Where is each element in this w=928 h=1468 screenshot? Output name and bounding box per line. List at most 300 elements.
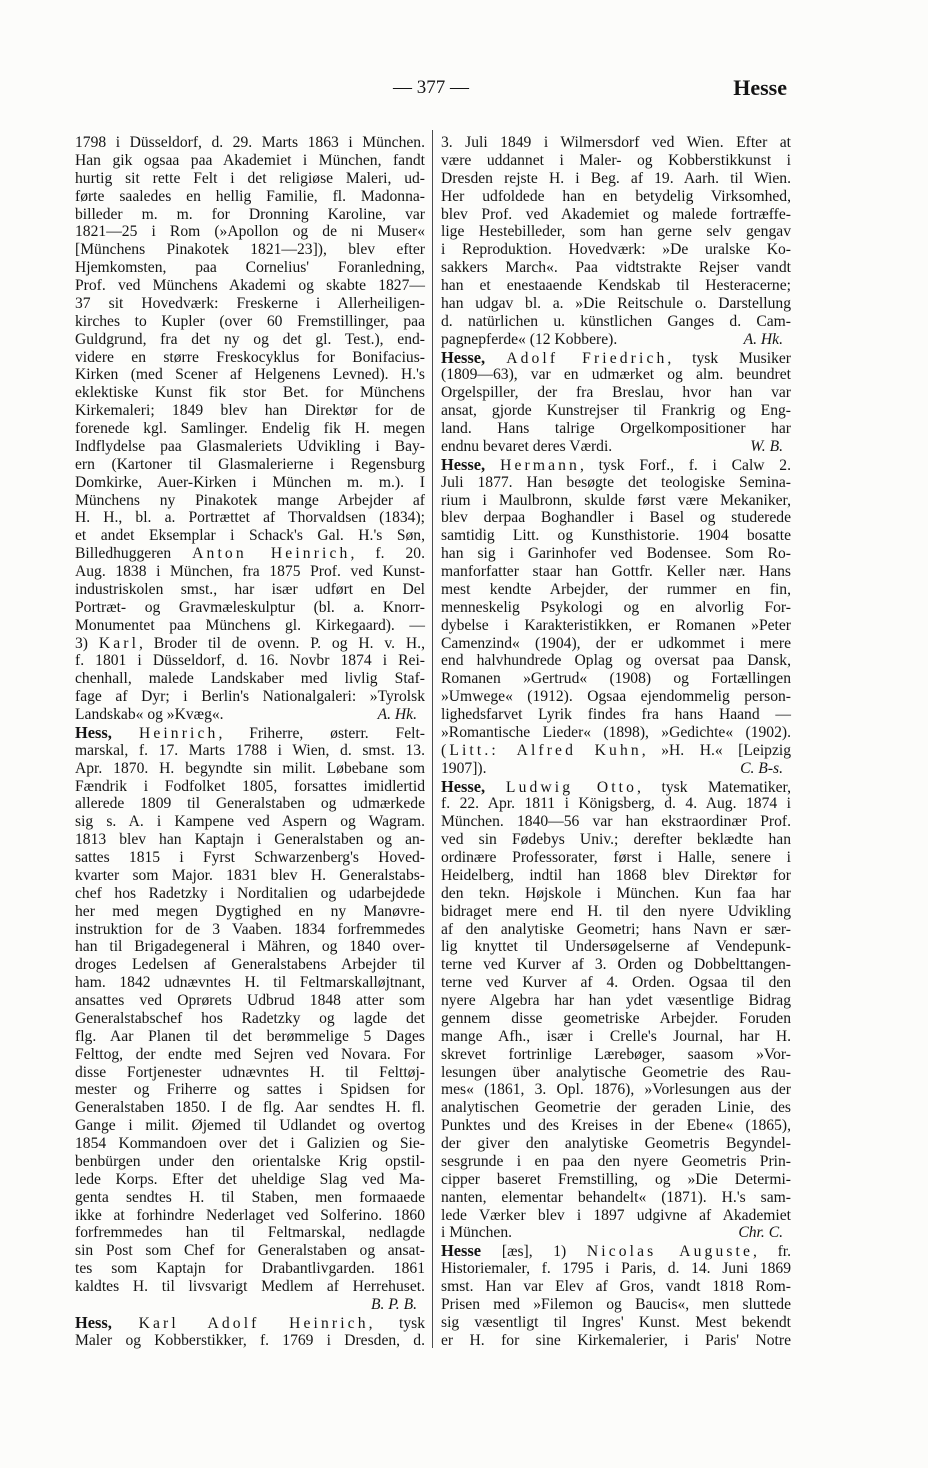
text-line <box>75 456 425 474</box>
text-line <box>441 1171 791 1189</box>
text-segment: et andet Eksemplar i Schack's Gal. H.'s Søn, <box>75 527 425 545</box>
text-line <box>441 170 791 188</box>
text-segment: allerede 1809 til Generalstaben og udmærkede <box>75 795 425 813</box>
text-segment: sig væsentligt til Ingres' Kunst. Mest bekendt <box>441 1313 791 1331</box>
text-line <box>75 652 425 670</box>
text-line <box>75 992 425 1010</box>
text-line <box>441 1153 791 1171</box>
text-line <box>441 1314 791 1332</box>
text-line <box>75 795 425 813</box>
text-line <box>75 760 425 778</box>
text-segment: han sig i Garinhofer ved Bodensee. Som Ro- <box>441 545 791 563</box>
text-line <box>75 1224 425 1242</box>
text-line <box>441 670 791 688</box>
text-segment: pagnepferde« (12 Kobbere). <box>441 330 618 348</box>
text-line <box>441 706 791 724</box>
text-line <box>75 1064 425 1082</box>
text-segment: f. 1801 i Düsseldorf, d. 16. Novbr 1874 i Rei- <box>75 652 425 670</box>
text-segment: endnu bevaret deres Værdi. <box>441 437 613 455</box>
text-segment: lig knyttet til Undersøgelserne af Vendepunk- <box>441 938 791 956</box>
author-signature: W. B. <box>750 437 783 455</box>
text-segment: Guldgrund, fra det ny og det gl. Test.), end- <box>75 330 425 348</box>
text-segment: kvarter som Major. 1831 blev H. Generalstabs- <box>75 866 425 884</box>
text-line <box>441 1278 791 1296</box>
text-segment: lede Værker blev i 1897 udgivne af Akademiet <box>441 1206 791 1224</box>
text-segment: den tekn. Højskole i München. Kun faa har <box>441 884 791 902</box>
text-line <box>75 545 425 563</box>
text-line <box>75 331 425 349</box>
text-segment: 37 sit Hovedværk: Freskerne i Allerheiligen- <box>75 294 425 312</box>
text-line <box>75 849 425 867</box>
text-segment: samtidig Litt. og Kunsthistorie. 1904 bosatte <box>441 527 791 545</box>
text-segment: forenede kgl. Samlinger. Endelig fik H. megen <box>75 420 425 437</box>
text-segment: smst. Han var Elev af Gros, vandt 1818 Rom- <box>441 1278 791 1295</box>
text-segment: , Friherre, østerr. Felt- <box>218 724 425 742</box>
text-line <box>441 313 791 331</box>
text-line <box>441 134 791 152</box>
text-segment: Indflydelse paa Glasmaleriets Udvikling i Bay- <box>75 437 425 455</box>
text-line <box>441 617 791 635</box>
text-segment: Münchens ny Pinakotek mange Arbejder af <box>75 491 425 509</box>
text-segment: i Reproduktion. Hovedværk: »De uralske Ko- <box>441 241 791 259</box>
text-line <box>75 170 425 188</box>
text-segment: sattes 1815 i Fyrst Schwarzenberg's Hoved- <box>75 849 425 866</box>
text-line <box>75 402 425 420</box>
text-line <box>441 1135 791 1153</box>
text-line <box>441 849 791 867</box>
text-line <box>75 1314 425 1332</box>
spaced-name: Karl <box>98 634 140 652</box>
text-segment: cipper baseret Fremstilling, og »Die Determi- <box>441 1170 791 1188</box>
text-line <box>75 188 425 206</box>
text-line <box>75 831 425 849</box>
text-segment: land. Hans talrige Orgelkompositioner har <box>441 420 791 437</box>
text-segment: blev derpaa Boghandler i Basel og studerede <box>441 509 791 527</box>
text-segment: Heidelberg, indtil han 1868 blev Direktør for <box>441 866 791 884</box>
text-line <box>75 1207 425 1225</box>
text-line <box>75 492 425 510</box>
text-segment: sesgrunde i en paa den nyere Geometris Prin- <box>441 1152 791 1170</box>
text-segment: mester og Friherre og sattes i Spidsen for <box>75 1081 425 1099</box>
line-text <box>441 1224 512 1242</box>
text-segment: Domkirke, Auer-Kirken i München m. m.). I <box>75 473 425 491</box>
text-line <box>441 1332 791 1350</box>
text-segment: i München. <box>441 1224 513 1242</box>
text-segment: blev Prof. ved Akademiet og malede fortræffe- <box>441 205 791 223</box>
text-segment: Prof. ved Münchens Akademi og skabte 1827— <box>75 277 425 294</box>
text-line <box>75 867 425 885</box>
text-segment: Camenzind« (1904), der er udkommet i mere <box>441 634 791 652</box>
text-line <box>75 1099 425 1117</box>
text-line <box>441 992 791 1010</box>
text-segment: 1821—25 i Rom (»Apollon og de ni Muser« <box>75 223 425 241</box>
text-segment: 3) <box>75 634 99 652</box>
text-segment: München. 1840—56 var han ekstraordinær Prof. <box>441 813 791 831</box>
text-segment: Kirken (med Scener af Helgenens Levned). H.'s <box>75 366 425 384</box>
page-number: — 377 — <box>393 77 469 98</box>
text-line <box>75 903 425 921</box>
text-segment: dybelse i Karakteristikken, er Romanen »Peter <box>441 616 791 634</box>
text-line <box>441 688 791 706</box>
text-segment: 1907]). <box>441 759 487 777</box>
text-segment: Han gik ogsaa paa Akademiet i München, fandt <box>75 151 425 169</box>
text-segment: mest kendte Arbejder, der rummer en fin, <box>441 580 791 598</box>
text-line <box>75 1171 425 1189</box>
text-segment: mes« (1861, 3. Opl. 1876), »Vorlesungen aus der <box>441 1081 791 1099</box>
text-line <box>441 956 791 974</box>
text-segment: [æs], 1) <box>501 1243 587 1261</box>
text-line <box>75 366 425 384</box>
entry-headword: Hesse, <box>441 347 507 367</box>
right-column <box>441 134 791 1350</box>
text-line <box>441 241 791 259</box>
text-line <box>75 617 425 635</box>
text-line <box>441 527 791 545</box>
spaced-name: (Litt.: Alfred Kuhn <box>441 741 642 759</box>
text-line <box>75 509 425 527</box>
text-line <box>75 670 425 688</box>
text-line <box>75 223 425 241</box>
text-segment: Kirkemaleri; 1849 blev han Direktør for de <box>75 402 425 420</box>
text-line <box>441 1242 791 1260</box>
text-line <box>75 974 425 992</box>
text-segment: 1798 i Düsseldorf, d. 29. Marts 1863 i München. <box>75 134 425 151</box>
text-segment: Juli 1877. Han besøgte det teologiske Semina- <box>441 473 791 491</box>
text-line <box>441 1028 791 1046</box>
text-segment: eklektiske Kunst fik stor Bet. for Münchens <box>75 384 425 402</box>
text-line <box>441 1207 791 1225</box>
text-line <box>441 938 791 956</box>
text-segment: 1813 blev han Kaptajn i Generalstaben og an- <box>75 831 425 849</box>
text-line <box>441 1064 791 1082</box>
text-segment: industriskolen smst., har især udført en Del <box>75 580 425 598</box>
text-line <box>441 206 791 224</box>
text-line <box>75 134 425 152</box>
text-line <box>75 259 425 277</box>
text-line <box>75 1260 425 1278</box>
text-segment: Prisen med »Filemon og Baucis«, men sluttede <box>441 1295 791 1313</box>
text-line <box>75 1117 425 1135</box>
line-text <box>441 438 612 456</box>
text-segment: videre en større Freskocyklus for Bonifacius- <box>75 348 425 366</box>
text-line <box>441 742 791 760</box>
text-line <box>75 206 425 224</box>
text-segment: , tysk Musiker <box>667 349 791 367</box>
text-line <box>441 402 791 420</box>
text-line <box>441 581 791 599</box>
text-line <box>441 509 791 527</box>
text-segment: Billedhuggeren <box>75 545 193 563</box>
text-segment: han udgav bl. a. »Die Reitschule o. Darstellung <box>441 294 791 312</box>
text-line <box>75 688 425 706</box>
text-line <box>75 778 425 796</box>
text-line <box>75 938 425 956</box>
text-line <box>441 331 791 349</box>
text-line <box>441 1117 791 1135</box>
text-line <box>75 921 425 939</box>
text-line <box>441 1260 791 1278</box>
text-line <box>441 724 791 742</box>
text-segment: sin Post som Chef for Generalstaben og ansat- <box>75 1242 425 1260</box>
text-segment: gennem disse geometriske Arbejder. Foruden <box>441 1009 791 1027</box>
text-line <box>441 867 791 885</box>
text-line <box>441 277 791 295</box>
text-line <box>75 295 425 313</box>
text-segment: , Broder til de ovenn. P. og H. v. H., <box>139 634 425 652</box>
text-segment: Landskab« og »Kvæg«. <box>75 706 224 723</box>
text-line <box>75 241 425 259</box>
text-segment: [Münchens Pinakotek 1821—23]), blev efter <box>75 241 425 259</box>
text-line <box>75 706 425 724</box>
text-segment: ern (Kartoner til Glasmalerierne i Regensburg <box>75 455 425 473</box>
text-segment: Dresden rejste H. i Beg. af 19. Aarh. til Wien. <box>441 169 791 187</box>
column-divider <box>432 130 433 1348</box>
text-segment: ham. 1842 udnævntes H. til Feltmarskalløjtnant, <box>75 974 425 992</box>
running-head: Hesse <box>733 75 787 100</box>
text-line <box>75 1046 425 1064</box>
text-line <box>441 492 791 510</box>
text-line <box>441 760 791 778</box>
text-line <box>441 420 791 438</box>
text-segment: , tysk Matematiker, <box>637 778 791 796</box>
text-line <box>75 813 425 831</box>
left-column <box>75 134 425 1350</box>
text-segment: Punktes und des Kreises in der Ebene« (1865), <box>441 1117 791 1135</box>
text-segment: , »H. H.« [Leipzig <box>641 741 792 759</box>
spaced-name: Anton Heinrich <box>192 545 351 563</box>
author-signature: A. Hk. <box>743 330 783 348</box>
text-line <box>441 885 791 903</box>
text-segment: der giver den analytiske Geometris Begyndel- <box>441 1135 791 1152</box>
text-segment: flg. Aar Planen til det berømmelige 5 Dages <box>75 1027 425 1045</box>
text-line <box>75 1242 425 1260</box>
text-segment: skrevet fortrinlige Lærebøger, saasom »Vor- <box>441 1045 791 1063</box>
spaced-name: Adolf Friedrich <box>506 349 668 367</box>
text-line <box>441 188 791 206</box>
text-segment: 3. Juli 1849 i Wilmersdorf ved Wien. Efter at <box>441 134 791 151</box>
text-line <box>441 1296 791 1314</box>
spaced-name: Hermann <box>500 456 580 474</box>
text-segment: førte saaledes en hellig Familie, fl. Madonna- <box>75 187 425 205</box>
text-segment: ansat, gjorde Kunstrejser til Frankrig og Eng- <box>441 402 791 420</box>
text-line <box>441 545 791 563</box>
text-line <box>441 259 791 277</box>
text-line <box>75 724 425 742</box>
text-line <box>75 1296 425 1314</box>
author-signature: A. Hk. <box>377 706 417 723</box>
text-line <box>75 1028 425 1046</box>
text-line <box>441 1189 791 1207</box>
text-segment: Felttog, der endte med Sejren ved Novara. For <box>75 1045 425 1063</box>
entry-headword: Hess, <box>75 1312 139 1332</box>
text-line <box>75 581 425 599</box>
text-segment: Fændrik i Fodfolket 1805, forsattes imidlertid <box>75 777 425 795</box>
text-segment: terne ved Kurver af 3. Orden og Dobbelttangen- <box>441 956 791 974</box>
text-segment: Gange i milit. Øjemed til Udlandet og overtog <box>75 1117 425 1135</box>
text-segment: kirches to Kupler (over 60 Fremstillinger, paa <box>75 312 425 330</box>
text-line <box>441 1046 791 1064</box>
text-line <box>441 456 791 474</box>
text-line <box>75 313 425 331</box>
text-segment: sig s. A. i Kampene ved Aspern og Wagram. <box>75 813 425 831</box>
entry-headword: Hesse, <box>441 454 501 474</box>
text-segment: lighedsfarvet Lyrik findes fra hans Haand — <box>441 706 791 723</box>
text-segment: , f. 20. <box>350 545 425 563</box>
text-segment: rium i Maulbronn, skulde først være Mekaniker, <box>441 491 791 509</box>
text-line <box>75 527 425 545</box>
spaced-name: Nicolas Auguste <box>586 1243 754 1261</box>
spaced-name: Heinrich <box>138 724 219 742</box>
text-line <box>75 742 425 760</box>
text-segment: Generalstaben 1850. I de flg. Aar sendtes H. fl. <box>75 1099 425 1117</box>
text-segment: end halvhundrede Oplag og oversat paa Dansk, <box>441 652 791 670</box>
text-line <box>441 1010 791 1028</box>
text-line <box>75 349 425 367</box>
text-segment: f. 22. Apr. 1811 i Königsberg, d. 4. Aug. 1874 i <box>441 795 791 813</box>
text-line <box>75 1081 425 1099</box>
text-line <box>441 921 791 939</box>
text-line <box>441 349 791 367</box>
text-segment: kaldtes H. til livsvarigt Medlem af Herrehuset. <box>75 1278 425 1295</box>
text-segment: bidraget mere end H. til den nyere Udvikling <box>441 902 791 920</box>
text-segment: , fr. <box>753 1243 791 1261</box>
text-segment: droges Ledelsen af Generalstabens Arbejder til <box>75 956 425 974</box>
text-segment: her med megen Dygtighed en ny Manøvre- <box>75 902 425 920</box>
text-segment: marskal, f. 17. Marts 1788 i Wien, d. smst. 13. <box>75 741 425 759</box>
text-segment: analytischen Geometrie der geraden Linie, des <box>441 1099 791 1117</box>
text-segment: benbürgen under den orientalske Krig opstil- <box>75 1152 425 1170</box>
line-text <box>441 760 486 778</box>
text-line <box>441 903 791 921</box>
text-segment: terne ved Kurver af 4. Orden. Ogsaa til den <box>441 974 791 992</box>
text-segment: disse Fortjenester udnævntes H. til Felttøj- <box>75 1063 425 1081</box>
text-line <box>75 599 425 617</box>
text-segment: Aug. 1838 i München, fra 1875 Prof. ved Kunst- <box>75 563 425 580</box>
text-segment: H. H., bl. a. Portrættet af Thorvaldsen (1834); <box>75 509 425 527</box>
text-segment: nyere Algebra har han ydet væsentlige Bidrag <box>441 992 791 1009</box>
text-segment: ved sin Fødebys Univ.; derefter beklædte han <box>441 831 791 849</box>
text-segment: »Umwege« (1912). Ogsaa ejendommelig person- <box>441 688 791 706</box>
text-segment: er H. for sine Kirkemalerier, i Paris' Notre <box>441 1331 791 1349</box>
text-segment: hurtig sit rette Felt i det religiøse Maleri, ud- <box>75 169 425 187</box>
text-segment: Apr. 1870. H. begyndte sin milit. Løbebane som <box>75 759 425 777</box>
text-segment: Hjemkomsten, paa Cornelius' Foranledning, <box>75 259 425 277</box>
text-line <box>441 563 791 581</box>
text-line <box>441 795 791 813</box>
text-line <box>75 1278 425 1296</box>
text-segment: sakkers March«. Paa vidtstrakte Rejser vandt <box>441 259 791 277</box>
text-line <box>75 1189 425 1207</box>
text-segment: , tysk <box>368 1314 426 1332</box>
entry-headword: Hesse <box>441 1241 502 1261</box>
spaced-name: Ludwig Otto <box>505 778 638 796</box>
text-segment: han til Brigadegeneral i Mähren, og 1840 over- <box>75 938 425 956</box>
text-segment: Her udfoldede han en betydelig Virksomhed, <box>441 187 791 205</box>
text-segment: Romanen »Gertrud« (1908) og Fortællingen <box>441 670 791 688</box>
line-text <box>441 331 617 349</box>
text-line <box>441 831 791 849</box>
text-segment: Orgelspiller, der fra Breslau, hvor han var <box>441 384 791 402</box>
text-segment: lesungen über analytische Geometrie des Rau- <box>441 1063 791 1081</box>
text-segment: manforfatter staar han Gottfr. Keller nær. Hans <box>441 563 791 580</box>
text-line <box>441 366 791 384</box>
author-signature: C. B-s. <box>740 759 783 777</box>
text-line <box>441 652 791 670</box>
text-line <box>441 974 791 992</box>
text-segment: af den analytiske Geometri; hans Navn er sær- <box>441 920 791 938</box>
text-line <box>75 956 425 974</box>
text-segment: d. natürlichen u. künstlichen Ganges d. Cam- <box>441 312 791 330</box>
text-line <box>441 1081 791 1099</box>
text-segment: han et enestaaende Kendskab til Hesteracerne; <box>441 277 791 294</box>
text-line <box>75 1153 425 1171</box>
text-segment: ikke at forhindre Nederlaget ved Solferino. 1860 <box>75 1206 425 1224</box>
text-line <box>441 438 791 456</box>
text-segment: »Romantische Lieder« (1898), »Gedichte« (1902). <box>441 723 791 741</box>
text-segment: Portræt- og Gravmæleskulptur (bl. a. Knorr- <box>75 598 425 616</box>
text-segment: billeder m. m. for Dronning Karoline, var <box>75 205 425 223</box>
text-line <box>75 563 425 581</box>
text-line <box>441 1224 791 1242</box>
text-segment: genta sendtes H. til Staben, men formaaede <box>75 1188 425 1206</box>
text-segment: Historiemaler, f. 1795 i Paris, d. 14. Juni 1869 <box>441 1260 791 1278</box>
text-segment: (1809—63), var en udmærket og alm. beundret <box>441 366 791 384</box>
text-segment: instruktion for de 3 Vaaben. 1834 forfremmedes <box>75 920 425 938</box>
text-line <box>75 438 425 456</box>
text-line <box>441 384 791 402</box>
text-line <box>441 813 791 831</box>
text-line <box>75 1010 425 1028</box>
text-line <box>441 474 791 492</box>
text-line <box>441 295 791 313</box>
text-segment: menneskelig Psykologi og en alvorlig For- <box>441 598 791 616</box>
text-line <box>441 599 791 617</box>
text-segment: lede Korps. Efter det uheldige Slag ved Ma- <box>75 1170 425 1188</box>
text-line <box>441 152 791 170</box>
text-segment: mange Afh., især i Crelle's Journal, har H. <box>441 1027 791 1045</box>
text-segment: , tysk Forf., f. i Calw 2. <box>579 456 791 474</box>
text-segment: Monumentet paa Münchens gl. Kirkegaard). — <box>75 616 425 634</box>
text-segment: tes som Kaptajn for Drabantlivgarden. 1861 <box>75 1260 425 1278</box>
text-line <box>75 384 425 402</box>
text-segment: nanten, elementar behandelt« (1871). H.'s sam- <box>441 1188 791 1206</box>
spaced-name: Karl Adolf Heinrich <box>138 1314 369 1332</box>
text-segment: forfremmedes han til Feltmarskal, nedlagde <box>75 1224 425 1242</box>
author-signature: Chr. C. <box>738 1224 783 1242</box>
text-line <box>441 635 791 653</box>
text-line <box>75 474 425 492</box>
text-segment: være uddannet i Maler- og Kobberstikkunst i <box>441 151 791 169</box>
text-line <box>75 277 425 295</box>
text-segment: lige Hestebilleder, som han gerne selv gengav <box>441 223 791 241</box>
text-line <box>75 885 425 903</box>
text-line <box>75 1135 425 1153</box>
entry-headword: Hesse, <box>441 776 506 796</box>
text-segment: Generalstabschef hos Radetzky og lagde det <box>75 1009 425 1027</box>
text-segment: ordinære Professorater, først i Halle, senere i <box>441 849 791 866</box>
entry-headword: Hess, <box>75 722 139 742</box>
text-segment: Maler og Kobberstikker, f. 1769 i Dresden, d. <box>75 1331 425 1349</box>
text-segment: ansattes ved Oprørets Udbrud 1848 atter som <box>75 992 425 1009</box>
text-line <box>75 152 425 170</box>
text-segment: 1854 Kommandoen over det i Galizien og Sie- <box>75 1135 425 1152</box>
text-segment: chef hos Radetzky i Norditalien og udarbejdede <box>75 884 425 902</box>
text-line <box>75 635 425 653</box>
text-line <box>75 420 425 438</box>
author-signature: B. P. B. <box>370 1295 417 1313</box>
text-line <box>75 1332 425 1350</box>
text-segment: chenhall, malede Landskaber med livlig Staf- <box>75 670 425 688</box>
